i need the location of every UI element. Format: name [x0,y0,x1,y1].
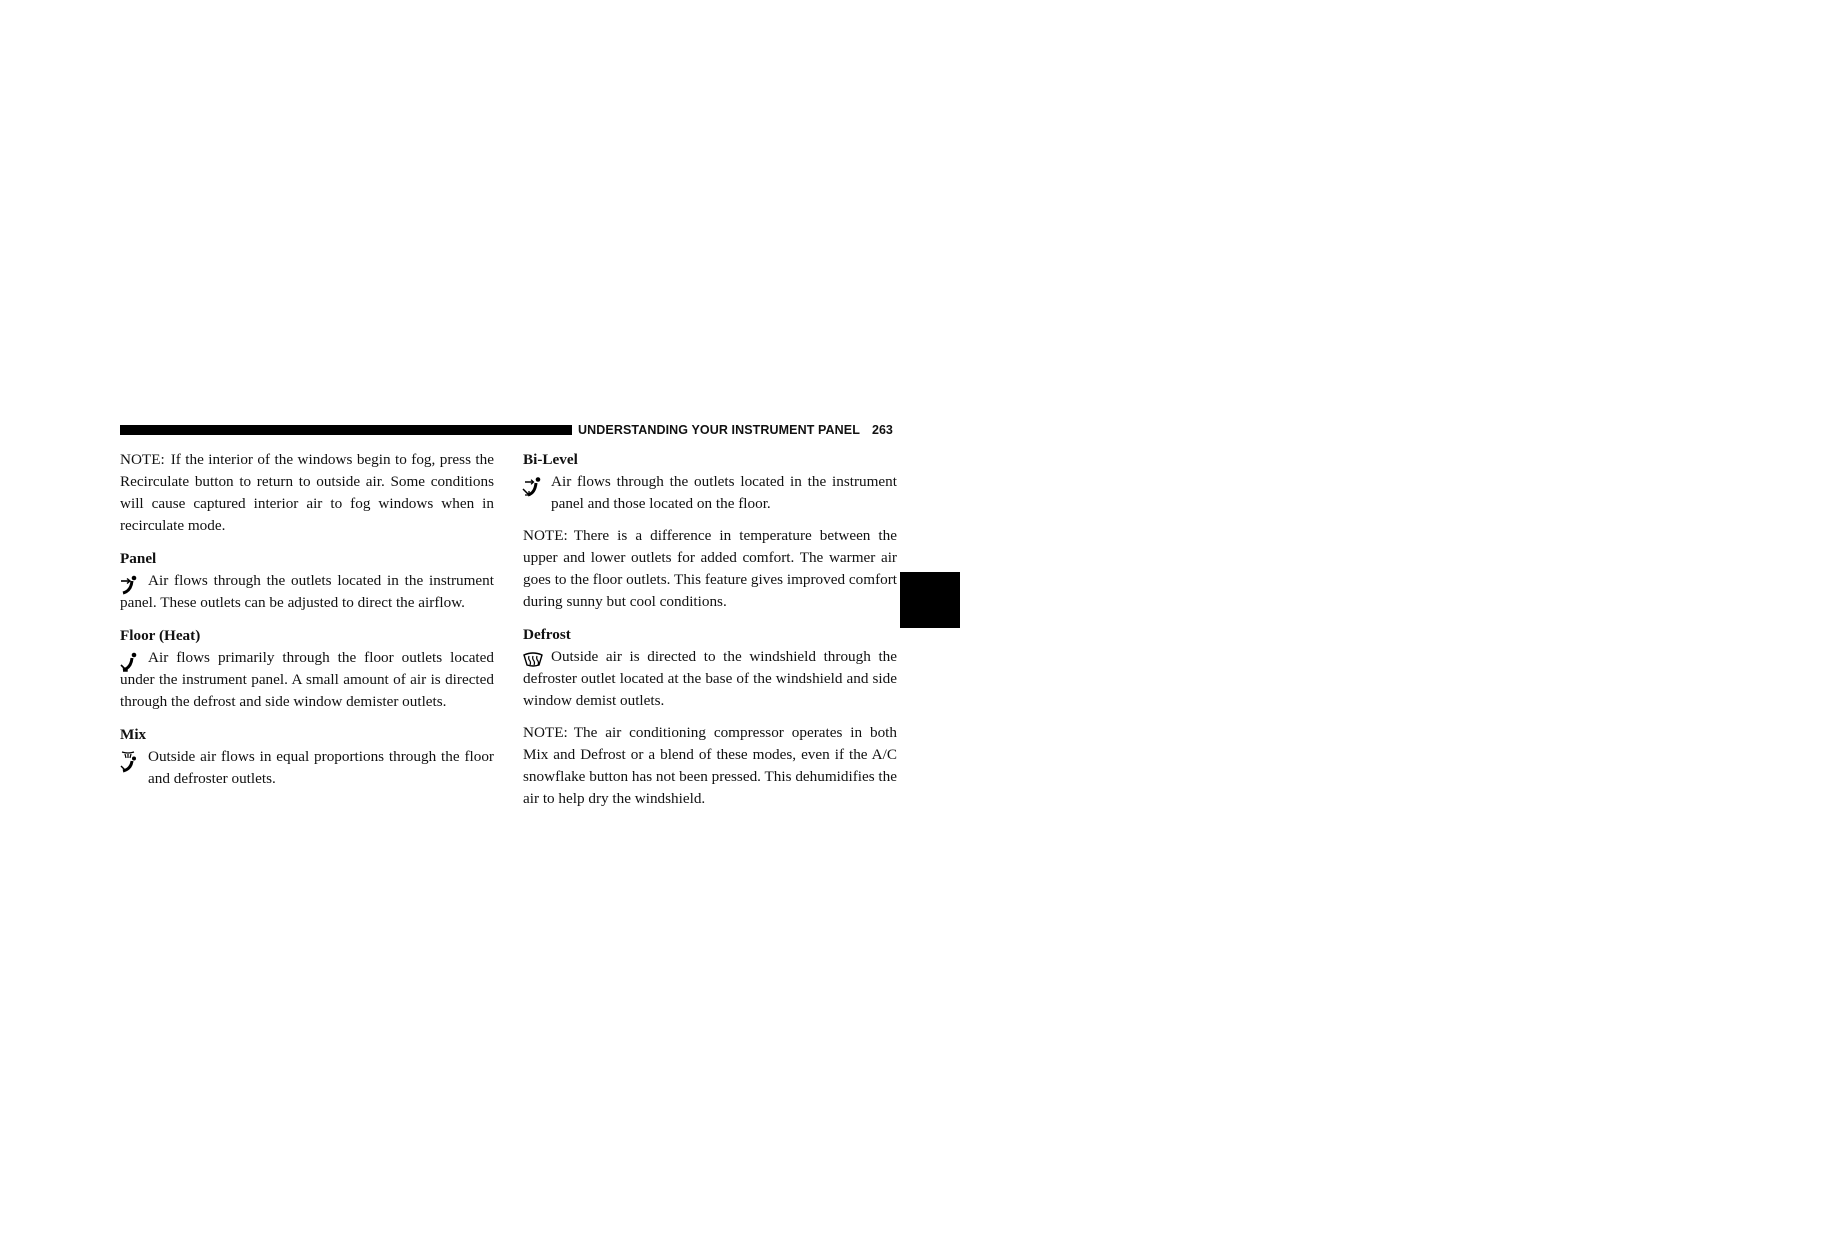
panel-heading: Panel [120,550,157,567]
left-column [120,449,494,790]
page-number: 263 [872,423,893,437]
chapter-tab [900,572,1825,1187]
bilevel-mode [523,471,897,515]
bilevel-heading: Bi-Level [523,451,578,468]
floor-mode [120,647,494,713]
note-label: NOTE: [120,451,165,468]
floor-heading: Floor (Heat) [120,627,201,644]
note-label: NOTE: [523,724,568,741]
defrost-text: Outside air is directed to the windshield through the defroster outlet located at the base of the windshield and side window demist outlets. [523,648,897,709]
note-text: If the interior of the windows begin to fog, press the Recirculate button to return to outside air. Some conditions will cause captured interior air to fog windows when in recirculate mode. [120,451,494,534]
header-rule [120,425,572,435]
panel-mode-icon [120,575,140,597]
panel-mode [120,570,494,614]
defrost-heading: Defrost [523,626,571,643]
note-paragraph [523,722,897,810]
floor-mode-icon [120,652,140,674]
note-text: The air conditioning compressor operates in both Mix and Defrost or a blend of these modes, even if the A/C snowflake button has not been pressed. This dehumidifies the air to help dry the windshield. [523,724,897,807]
mix-mode-icon [120,751,140,773]
note-paragraph [523,525,897,613]
bilevel-text: Air flows through the outlets located in the instrument panel and those located on the floor. [551,473,897,512]
bilevel-mode-icon [523,476,543,498]
defrost-mode [523,646,897,712]
section-title: UNDERSTANDING YOUR INSTRUMENT PANEL [578,423,860,437]
mix-text: Outside air flows in equal proportions through the floor and defroster outlets. [148,748,494,787]
panel-text: Air flows through the outlets located in the instrument panel. These outlets can be adjusted to direct the airflow. [120,572,494,611]
mix-heading: Mix [120,726,147,743]
note-text: There is a difference in temperature between the upper and lower outlets for added comfort. The warmer air goes to the floor outlets. This feature gives improved comfort during sunny but cool conditions. [523,527,897,610]
note-label: NOTE: [523,527,568,544]
note-paragraph [120,449,494,537]
defrost-mode-icon [523,651,543,673]
mix-mode [120,746,494,790]
chapter-number: 4 [1808,1154,1825,1187]
floor-text: Air flows primarily through the floor outlets located under the instrument panel. A small amount of air is directed through the defrost and side window demister outlets. [120,649,494,710]
right-column [523,449,897,810]
